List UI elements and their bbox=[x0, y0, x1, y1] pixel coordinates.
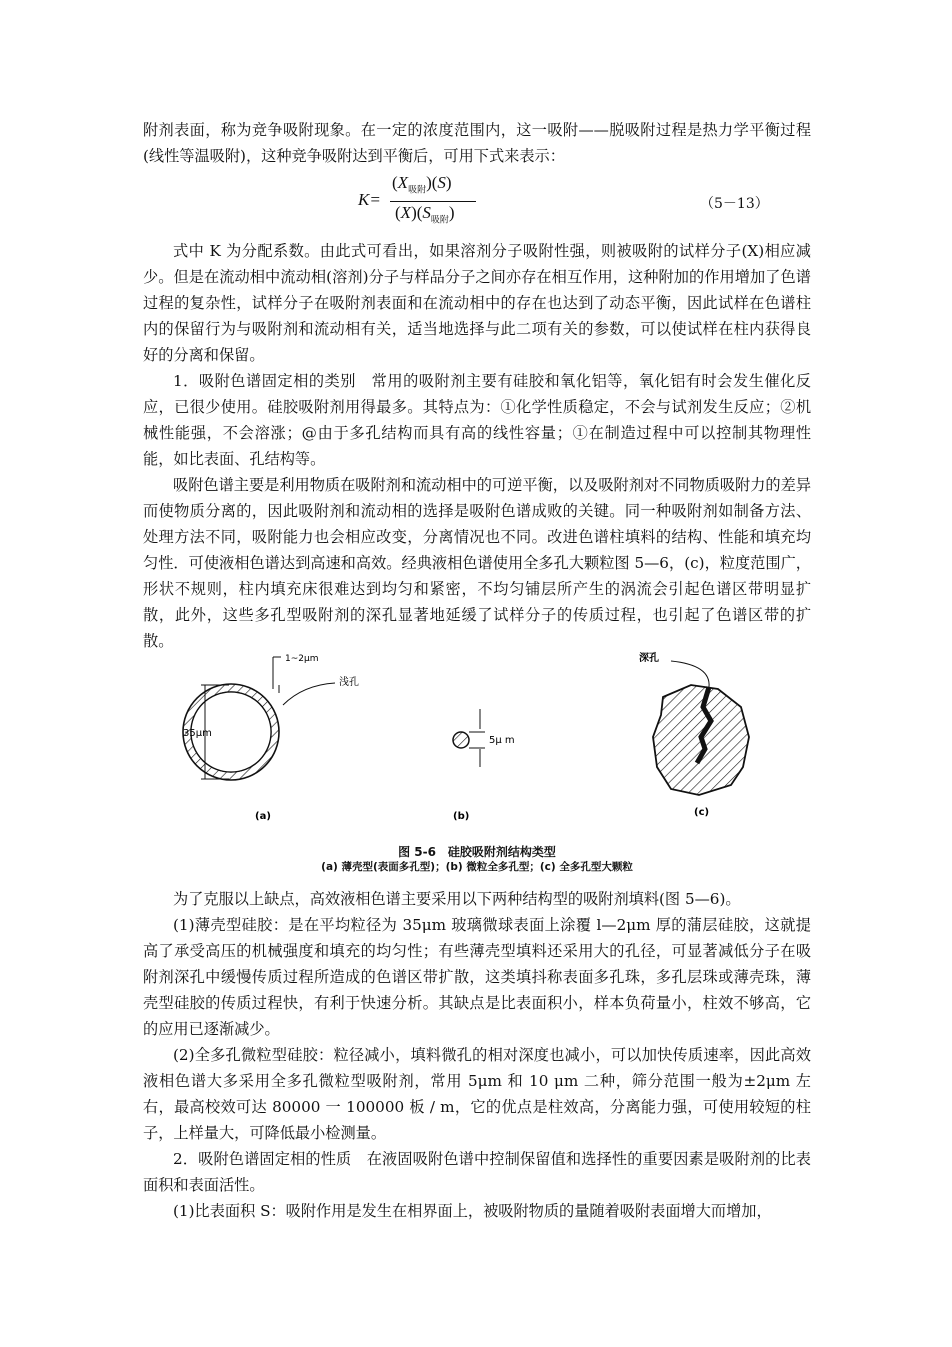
figure-5-6 bbox=[143, 645, 823, 845]
label-5um: 5μ m bbox=[489, 735, 515, 746]
paragraph-8: 2．吸附色谱固定相的性质 在液固吸附色谱中控制保留值和选择性的重要因素是吸附剂的比表面积和表面活性。 bbox=[143, 1150, 811, 1194]
panel-label-a: (a) bbox=[255, 811, 271, 822]
den-s-subscript: 吸附 bbox=[430, 215, 449, 226]
porous-large-particle bbox=[653, 685, 749, 795]
label-shallow-pore: 浅孔 bbox=[339, 677, 359, 688]
equation-5-13 bbox=[340, 170, 540, 232]
paragraph-block-middle bbox=[143, 238, 811, 654]
figure-caption-title: 图 5-6 硅胶吸附剂结构类型 bbox=[398, 845, 556, 859]
paragraph-7: (2)全多孔微粒型硅胶：粒径减小，填料微孔的相对深度也减小，可以加快传质速率，因此高效液相色谱大多采用全多孔微粒型吸附剂，常用 5μm 和 10 μm 二种，筛分范围一般为±2μm 左右，最高校效可达 80000 一 100000 板 / m，它的优点是柱效高，分离能力强，可使用较短的柱子，上样量大，可降低最小检测量。 bbox=[143, 1046, 811, 1142]
den-x: X bbox=[400, 203, 412, 222]
paragraph-4: 吸附色谱主要是利用物质在吸附剂和流动相中的可逆平衡，以及吸附剂对不同物质吸附力的差异而使物质分离的，因此吸附剂和流动相的选择是吸附色谱成败的关键。同一种吸附剂如制备方法、处理方法不同，吸附能力也会相应改变，分离情况也不同。改进色谱柱填料的结构、性能和填充均匀性．可使液相色谱达到高速和高效。经典液相色谱使用全多孔大颗粒图 5—6，(c)，粒度范围广，形状不规则，柱内填充床很难达到均匀和紧密，不均匀铺层所产生的涡流会引起色谱区带明显扩散，此外，这些多孔型吸附剂的深孔显著地延缓了试样分子的传质过程，也引起了色谱区带的扩散。 bbox=[143, 476, 811, 650]
panel-label-b: (b) bbox=[453, 811, 470, 822]
num-x-subscript: 吸附 bbox=[408, 185, 427, 196]
paragraph-2: 式中 K 为分配系数。由此式可看出，如果溶剂分子吸附性强，则被吸附的试样分子(X)相应减少。但是在流动相中流动相(溶剂)分子与样品分子之间亦存在相互作用，这种附加的作用增加了色谱过程的复杂性，试样分子在吸附剂表面和在流动相中的存在也达到了动态平衡，因此试样在色谱柱内的保留行为与吸附剂和流动相有关，适当地选择与此二项有关的参数，可以使试样在柱内获得良好的分离和保留。 bbox=[143, 242, 811, 364]
paragraph-block-top bbox=[143, 117, 811, 169]
equation-denominator: $(X)(S_{吸附})$ bbox=[395, 203, 455, 226]
deep-pore-leader bbox=[671, 661, 709, 687]
fraction-bar bbox=[390, 201, 476, 202]
equation-lhs: K= bbox=[358, 190, 381, 209]
figure-caption bbox=[143, 844, 811, 875]
paragraph-9: (1)比表面积 S：吸附作用是发生在相界面上，被吸附物质的量随着吸附表面增大而增加， bbox=[173, 1202, 772, 1220]
figure-caption-subtitle: (a) 薄壳型(表面多孔型)；(b) 微粒全多孔型；(c) 全多孔型大颗粒 bbox=[321, 861, 633, 873]
label-deep-pore: 深孔 bbox=[639, 653, 659, 664]
paragraph-1: 附剂表面，称为竞争吸附现象。在一定的浓度范围内，这一吸附——脱吸附过程是热力学平衡过程(线性等温吸附)，这种竞争吸附达到平衡后，可用下式来表示： bbox=[143, 121, 811, 165]
label-35um: 35μm bbox=[183, 728, 212, 739]
num-x: X bbox=[397, 173, 409, 192]
label-thickness: 1~2μm bbox=[285, 654, 319, 664]
num-s: S bbox=[437, 173, 446, 192]
den-s: S bbox=[422, 203, 431, 222]
shallow-pore-leader bbox=[283, 683, 335, 705]
paragraph-3: 1．吸附色谱固定相的类别 常用的吸附剂主要有硅胶和氧化铝等，氧化铝有时会发生催化反应，已很少使用。硅胶吸附剂用得最多。其特点为：①化学性质稳定，不会与试剂发生反应；②机械性能强，不会溶涨；@由于多孔结构而具有高的线性容量；①在制造过程中可以控制其物理性能，如比表面、孔结构等。 bbox=[143, 372, 811, 468]
equation-number: （5－13） bbox=[700, 196, 769, 212]
paragraph-5: 为了克服以上缺点，高效液相色谱主要采用以下两种结构型的吸附剂填料(图 5—6)。 bbox=[173, 890, 741, 908]
paragraph-block-bottom bbox=[143, 886, 811, 1224]
shell-thickness-marker bbox=[273, 657, 281, 693]
panel-label-c: (c) bbox=[694, 807, 710, 818]
micro-particle bbox=[453, 709, 485, 767]
paragraph-6: (1)薄壳型硅胶：是在平均粒径为 35μm 玻璃微球表面上涂覆 l—2μm 厚的蒲层硅胶，这就提高了承受高压的机械强度和填充的均匀性；有些薄壳型填料还采用大的孔径，可显著减低分子在吸附剂深孔中缓慢传质过程所造成的色谱区带扩散，这类填抖称表面多孔珠，多孔层珠或薄壳珠，薄壳型硅胶的传质过程快，有利于快速分析。其缺点是比表面积小，样本负荷量小，柱效不够高，它的应用已逐渐减少。 bbox=[143, 916, 811, 1038]
equation-numerator: $(X_{吸附})(S)$ bbox=[392, 173, 452, 196]
